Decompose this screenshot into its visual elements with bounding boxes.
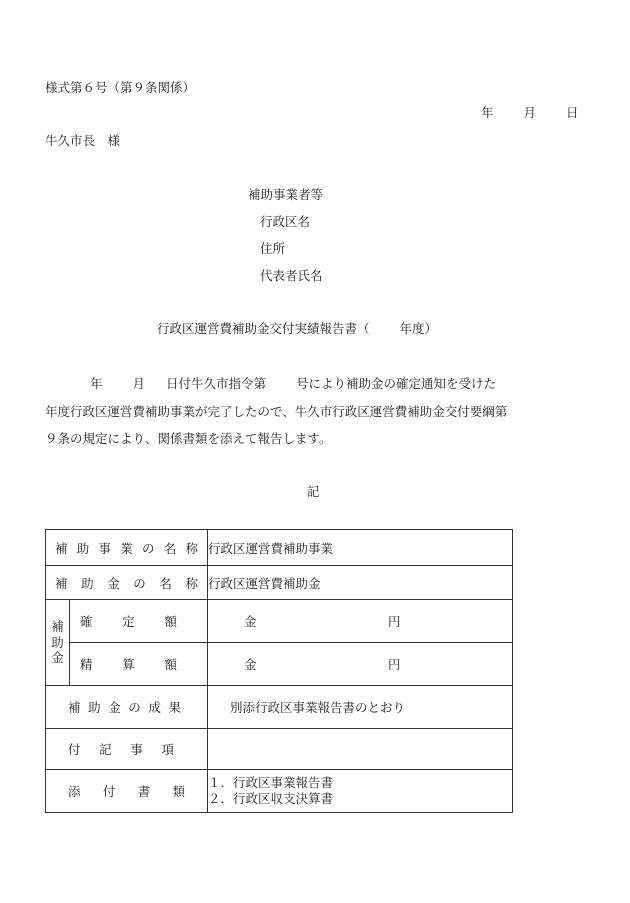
fixed-amount-label-cell	[70, 600, 208, 643]
row-attachments	[46, 770, 513, 813]
date-day: 日	[566, 105, 579, 120]
result-label-char: 金	[108, 700, 121, 715]
applicant-district-label: 行政区名	[260, 214, 311, 229]
subsidy-vertical-chars	[46, 619, 69, 666]
settle-amount-value	[208, 643, 513, 686]
row-settle-amount	[46, 643, 513, 686]
notes-label-char: 付	[68, 742, 81, 757]
subsidy-vertical-label	[46, 600, 70, 686]
subsidy-vertical-char: 補	[51, 619, 64, 635]
notes-label-char: 項	[161, 742, 174, 757]
attachments-label-char: 付	[102, 784, 116, 799]
subsidy-vertical-char: 助	[51, 634, 64, 650]
project-name-label-char: 名	[163, 540, 177, 556]
project-name-label-char: 事	[98, 540, 112, 556]
attachment-1: １．行政区事業報告書	[208, 774, 334, 790]
ki-marker: 記	[307, 484, 320, 499]
result-label-char: 成	[148, 700, 161, 715]
subsidy-name-label	[46, 574, 207, 592]
fixed-amount-yen: 円	[388, 614, 401, 629]
date-line	[481, 103, 579, 121]
row-subsidy-name	[46, 566, 513, 600]
project-name-label-char: 助	[76, 540, 90, 556]
notes-label	[46, 740, 207, 758]
attachments-label-cell	[46, 770, 208, 813]
attachments-label	[46, 782, 207, 800]
project-name-value: 行政区運営費補助事業	[208, 530, 513, 566]
result-label-char: 果	[168, 700, 181, 715]
settle-amount-label-cell	[70, 643, 208, 686]
row-project-name	[46, 530, 513, 566]
subsidy-name-label-char: 補	[55, 575, 68, 591]
body-line-3: ９条の規定により、関係書類を添えて報告します。	[45, 431, 332, 446]
row-result	[46, 686, 513, 729]
subsidy-name-value: 行政区運営費補助金	[208, 566, 513, 600]
project-name-label-cell	[46, 530, 208, 566]
fixed-amount-value	[208, 600, 513, 643]
subsidy-name-label-char: 称	[185, 575, 198, 591]
attachments-label-char: 添	[68, 784, 81, 799]
result-label	[46, 698, 207, 716]
settle-amount-label	[70, 655, 207, 673]
settle-amount-label-char: 算	[122, 657, 135, 672]
applicant-address-label: 住所	[260, 241, 286, 256]
applicant-org-label: 補助事業者等	[248, 187, 324, 202]
subsidy-vertical-char: 金	[51, 650, 64, 666]
project-name-label-char: 補	[55, 540, 68, 556]
body-line1-rest: 号により補助金の確定通知を受けた	[296, 376, 497, 391]
settle-amount-yen: 円	[388, 657, 401, 672]
notes-label-char: 事	[130, 742, 143, 757]
fixed-amount-kin: 金	[244, 614, 257, 629]
date-month: 月	[523, 105, 537, 120]
date-year: 年	[481, 105, 494, 120]
document-title	[157, 319, 437, 337]
settle-amount-label-char: 額	[164, 657, 178, 672]
body-line-1	[90, 374, 496, 392]
fixed-amount-label-char: 額	[164, 614, 178, 629]
title-suffix: 年度）	[399, 321, 438, 336]
project-name-label-char: の	[142, 540, 155, 556]
title-main: 行政区運営費補助金交付実績報告書（	[157, 321, 370, 336]
settle-amount-kin: 金	[244, 657, 257, 672]
row-fixed-amount	[46, 600, 513, 643]
notes-label-cell	[46, 729, 208, 770]
row-notes	[46, 729, 513, 770]
settle-amount-label-char: 精	[80, 657, 93, 672]
attachment-2: ２．行政区収支決算書	[208, 791, 334, 806]
form-number: 様式第６号（第９条関係）	[45, 80, 196, 95]
subsidy-name-label-char: 金	[107, 575, 120, 591]
subsidy-name-label-cell	[46, 566, 208, 600]
project-name-label	[46, 539, 207, 557]
report-table	[45, 529, 513, 813]
body-line-2: 年度行政区運営費補助事業が完了したので、牛久市行政区運営費補助金交付要綱第	[45, 404, 508, 419]
addressee: 牛久市長 様	[45, 133, 121, 148]
notes-label-char: 記	[99, 742, 112, 757]
fixed-amount-label-char: 確	[80, 614, 93, 629]
subsidy-name-label-char: の	[133, 575, 146, 591]
subsidy-name-label-char: 助	[81, 575, 94, 591]
body-date-part: 日付牛久市指令第	[166, 376, 267, 391]
result-value: 別添行政区事業報告書のとおり	[208, 686, 513, 729]
notes-value	[208, 729, 513, 770]
result-label-char: 助	[88, 700, 101, 715]
applicant-rep-label: 代表者氏名	[260, 268, 323, 283]
fixed-amount-label	[70, 612, 207, 630]
result-label-char: 補	[68, 700, 81, 715]
body-month: 月	[132, 376, 146, 391]
result-label-cell	[46, 686, 208, 729]
result-label-char: の	[128, 700, 141, 715]
attachments-label-char: 書	[137, 784, 151, 799]
project-name-label-char: 業	[120, 540, 133, 556]
attachments-label-char: 類	[172, 784, 185, 799]
attachments-value	[208, 770, 513, 813]
fixed-amount-label-char: 定	[122, 614, 135, 629]
body-year: 年	[90, 376, 103, 391]
subsidy-name-label-char: 名	[159, 575, 172, 591]
project-name-label-char: 称	[185, 540, 199, 556]
